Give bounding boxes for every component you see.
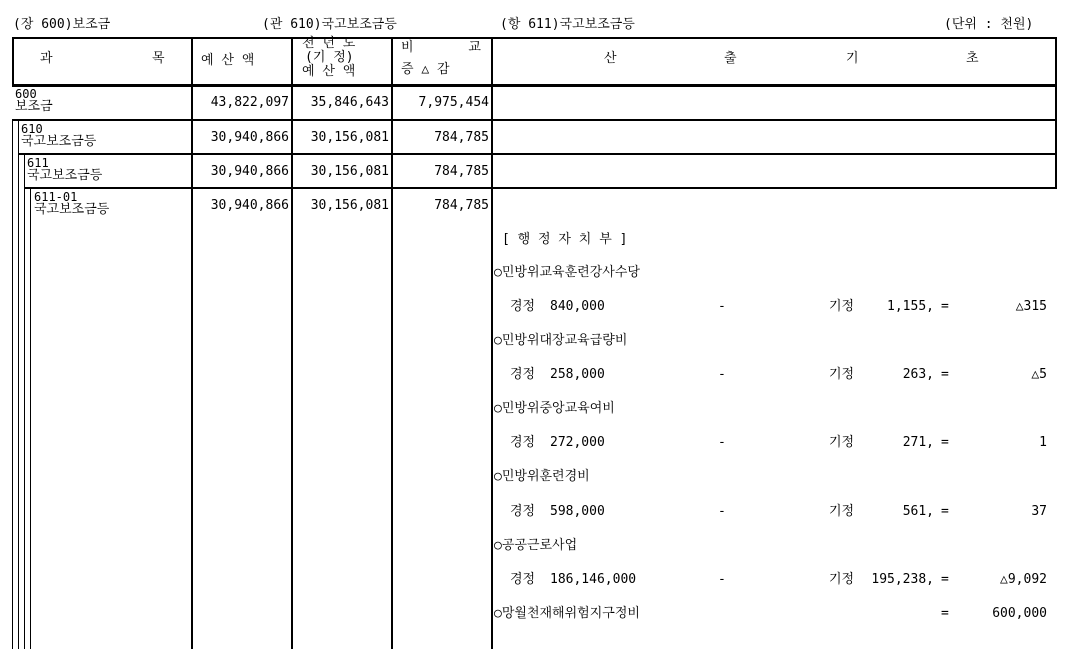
basis-b-label: 기정 [829, 435, 855, 450]
row-budget: 30,940,866 [210, 164, 289, 179]
basis-a-value: 258,000 [550, 367, 605, 382]
gwan-label: (관 610)국고보조금등 [262, 17, 397, 32]
basis-a-label: 경정 [510, 299, 536, 314]
basis-b-value: 195,238, [871, 572, 934, 587]
header-budget: 예 산 액 [201, 53, 255, 68]
basis-result: △315 [1015, 299, 1047, 314]
basis-a-label: 경정 [510, 435, 536, 450]
basis-dash: - [718, 367, 726, 382]
row-budget: 30,940,866 [210, 198, 289, 213]
row-name: 보조금 [15, 99, 53, 114]
header-calc-3: 기 [846, 51, 859, 66]
header-gwamok-2: 목 [152, 51, 165, 66]
basis-b-label: 기정 [829, 572, 855, 587]
basis-b-label: 기정 [829, 367, 855, 382]
hang-label: (항 611)국고보조금등 [500, 17, 635, 32]
header-calc-1: 산 [604, 51, 617, 66]
header-prev-3: 예 산 액 [302, 64, 356, 79]
row-prev: 30,156,081 [310, 198, 389, 213]
basis-a-value: 840,000 [550, 299, 605, 314]
basis-result: △5 [1031, 367, 1047, 382]
row-prev: 35,846,643 [310, 95, 389, 110]
basis-a-label: 경정 [510, 367, 536, 382]
row-name: 국고보조금등 [21, 134, 97, 149]
basis-item-title: ○민방위훈련경비 [494, 469, 590, 484]
basis-item-title: ○민방위중앙교육여비 [494, 401, 615, 416]
basis-a-label: 경정 [510, 572, 536, 587]
row-code: 611 [27, 156, 49, 170]
basis-eq: = [941, 572, 949, 587]
basis-dash: - [718, 572, 726, 587]
jang-label: (장 600)보조금 [13, 17, 111, 32]
row-prev: 30,156,081 [310, 164, 389, 179]
header-calc-2: 출 [724, 51, 737, 66]
row-code: 600 [15, 87, 37, 101]
row-prev: 30,156,081 [310, 130, 389, 145]
header-prev-1: 전 년 도 [302, 36, 356, 51]
basis-eq: = [941, 367, 949, 382]
basis-a-label: 경정 [510, 504, 536, 519]
unit-label: (단위 : 천원) [944, 17, 1034, 32]
header-gwamok-1: 과 [40, 51, 53, 66]
header-calc-4: 초 [966, 51, 979, 66]
row-budget: 30,940,866 [210, 130, 289, 145]
basis-dash: - [718, 435, 726, 450]
basis-dash: - [718, 299, 726, 314]
row-name: 국고보조금등 [34, 202, 110, 217]
header-prev-2: (기 정) [305, 50, 354, 65]
basis-b-value: 561, [902, 504, 934, 519]
row-budget: 43,822,097 [210, 95, 289, 110]
basis-result: 1 [1039, 435, 1047, 450]
header-compare-2: 증 △ 감 [401, 62, 450, 77]
basis-b-value: 271, [902, 435, 934, 450]
basis-item-title: ○망월천재해위험지구정비 [494, 606, 640, 621]
basis-eq: = [941, 299, 949, 314]
header-compare-1: 비 교 [401, 40, 481, 55]
basis-b-value: 263, [902, 367, 934, 382]
row-code: 611-01 [34, 190, 78, 204]
basis-eq: = [941, 504, 949, 519]
row-diff: 7,975,454 [418, 95, 489, 110]
basis-eq: = [941, 606, 949, 621]
basis-a-value: 272,000 [550, 435, 605, 450]
basis-result: 600,000 [992, 606, 1047, 621]
row-code: 610 [21, 122, 43, 136]
row-diff: 784,785 [434, 130, 489, 145]
basis-item-title: ○민방위교육훈련강사수당 [494, 265, 640, 280]
dept-label: [ 행 정 자 치 부 ] [502, 232, 628, 247]
basis-a-value: 598,000 [550, 504, 605, 519]
basis-item-title: ○공공근로사업 [494, 538, 578, 553]
row-name: 국고보조금등 [27, 168, 103, 183]
basis-result: △9,092 [1000, 572, 1047, 587]
row-diff: 784,785 [434, 198, 489, 213]
row-diff: 784,785 [434, 164, 489, 179]
basis-item-title: ○민방위대장교육급량비 [494, 333, 628, 348]
basis-b-value: 1,155, [887, 299, 934, 314]
basis-a-value: 186,146,000 [550, 572, 637, 587]
basis-eq: = [941, 435, 949, 450]
basis-b-label: 기정 [829, 299, 855, 314]
basis-b-label: 기정 [829, 504, 855, 519]
basis-result: 37 [1031, 504, 1047, 519]
basis-dash: - [718, 504, 726, 519]
